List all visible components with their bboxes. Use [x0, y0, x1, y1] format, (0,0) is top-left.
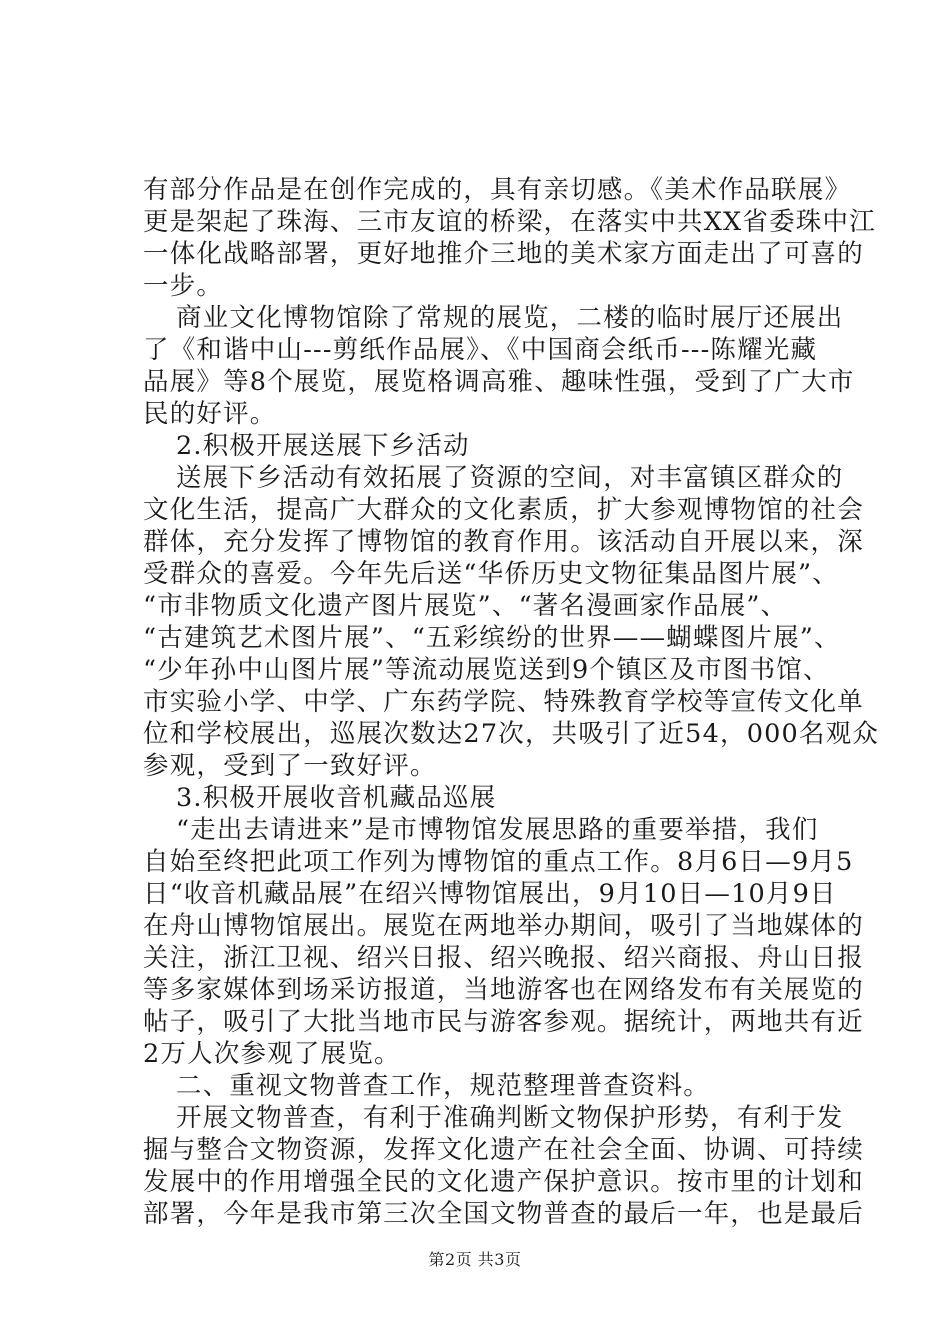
text-line: 民的好评。: [143, 399, 277, 429]
text-line: 2万人次参观了展览。: [143, 1039, 401, 1069]
page-footer: 第2页 共3页: [428, 1250, 522, 1269]
text-line: 文化生活，提高广大群众的文化素质，扩大参观博物馆的社会: [143, 495, 864, 525]
text-line: 掘与整合文物资源，发挥文化遗产在社会全面、协调、可持续: [143, 1135, 864, 1165]
text-line: 开展文物普查，有利于准确判断文物保护形势，有利于发: [176, 1103, 844, 1133]
text-line: 群体，充分发挥了博物馆的教育作用。该活动自开展以来，深: [143, 527, 864, 557]
text-line: 市实验小学、中学、广东药学院、特殊教育学校等宣传文化单: [143, 687, 864, 717]
text-line: 部署，今年是我市第三次全国文物普查的最后一年，也是最后: [143, 1199, 864, 1229]
text-line: 送展下乡活动有效拓展了资源的空间，对丰富镇区群众的: [176, 463, 844, 493]
text-line: 品展》等8个展览，展览格调高雅、趣味性强，受到了广大市: [143, 367, 855, 397]
text-line: 在舟山博物馆展出。展览在两地举办期间，吸引了当地媒体的: [143, 911, 864, 941]
text-line: 一步。: [143, 271, 224, 301]
text-line: 关注，浙江卫视、绍兴日报、绍兴晚报、绍兴商报、舟山日报: [143, 943, 864, 973]
text-line: 一体化战略部署，更好地推介三地的美术家方面走出了可喜的: [143, 239, 864, 269]
text-line: 3.积极开展收音机藏品巡展: [176, 783, 497, 813]
text-line: 发展中的作用增强全民的文化遗产保护意识。按市里的计划和: [143, 1167, 864, 1197]
text-line: “走出去请进来”是市博物馆发展思路的重要举措，我们: [176, 815, 819, 845]
text-line: “古建筑艺术图片展”、“五彩缤纷的世界——蝴蝶图片展”、: [143, 623, 841, 653]
text-line: 位和学校展出，巡展次数达27次，共吸引了近54，000名观众: [143, 719, 880, 749]
text-line: 二、重视文物普查工作，规范整理普查资料。: [176, 1071, 711, 1101]
text-line: 有部分作品是在创作完成的，具有亲切感。《美术作品联展》: [143, 175, 852, 205]
text-line: 了《和谐中山---剪纸作品展》、《中国商会纸币---陈耀光藏: [143, 335, 818, 365]
document-body: [143, 174, 880, 1230]
text-line: 日“收音机藏品展”在绍兴博物馆展出，9月10日—10月9日: [143, 879, 837, 909]
text-line: 商业文化博物馆除了常规的展览，二楼的临时展厅还展出: [176, 303, 844, 333]
text-line: 帖子，吸引了大批当地市民与游客参观。据统计，两地共有近: [143, 1007, 864, 1037]
text-line: 等多家媒体到场采访报道，当地游客也在网络发布有关展览的: [143, 975, 864, 1005]
text-line: 受群众的喜爱。今年先后送“华侨历史文物征集品图片展”、: [143, 559, 839, 589]
text-line: 更是架起了珠海、三市友谊的桥梁，在落实中共XX省委珠中江: [143, 207, 876, 237]
text-line: “少年孙中山图片展”等流动展览送到9个镇区及市图书馆、: [143, 655, 830, 685]
text-line: 参观，受到了一致好评。: [143, 751, 437, 781]
text-line: 自始至终把此项工作列为博物馆的重点工作。8月6日—9月5: [143, 847, 854, 877]
text-line: 2.积极开展送展下乡活动: [176, 431, 470, 461]
text-line: “市非物质文化遗产图片展览”、“著名漫画家作品展”、: [143, 591, 788, 621]
